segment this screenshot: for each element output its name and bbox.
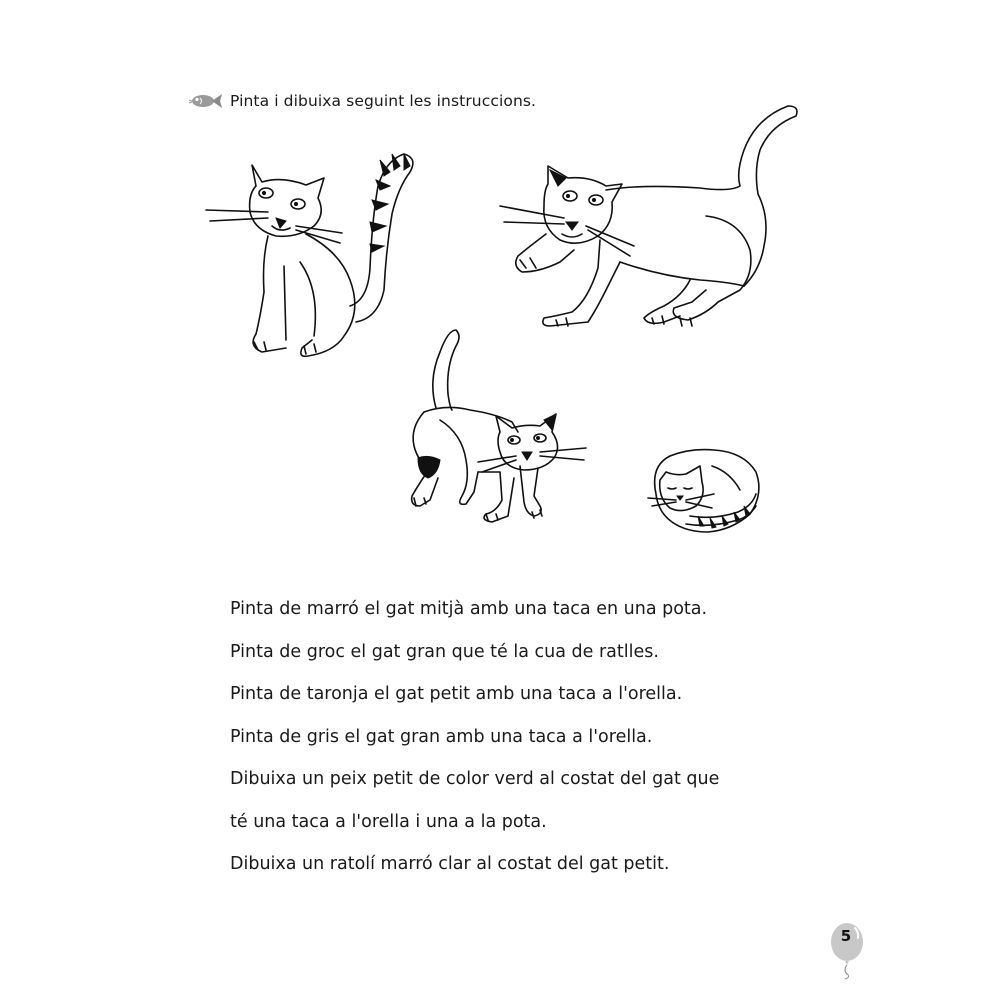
instruction-line: Pinta de taronja el gat petit amb una taca a l'orella. [230,684,683,704]
page-number: 5 [840,927,852,945]
cat-small-sleeping [648,450,759,532]
instruction-line: té una taca a l'orella i una a la pota. [230,811,547,832]
cat-medium-spotted [412,330,586,522]
instruction-line: Dibuixa un peix petit de color verd al costat del gat que [230,769,720,789]
instruction-line: Dibuixa un ratolí marró clar al costat del gat petit. [230,854,670,874]
instruction-line: Pinta de groc el gat gran que té la cua de ratlles. [230,641,659,662]
cat-striped-tail [206,154,413,356]
instructions-list [230,588,850,886]
cat-large-playful [500,106,797,326]
instruction-line: Pinta de marró el gat mitjà amb una taca en una pota. [230,599,708,619]
instruction-title: Pinta i dibuixa seguint les instruccions. [230,92,537,110]
instruction-line: Pinta de gris el gat gran amb una taca a l'orella. [230,726,653,747]
